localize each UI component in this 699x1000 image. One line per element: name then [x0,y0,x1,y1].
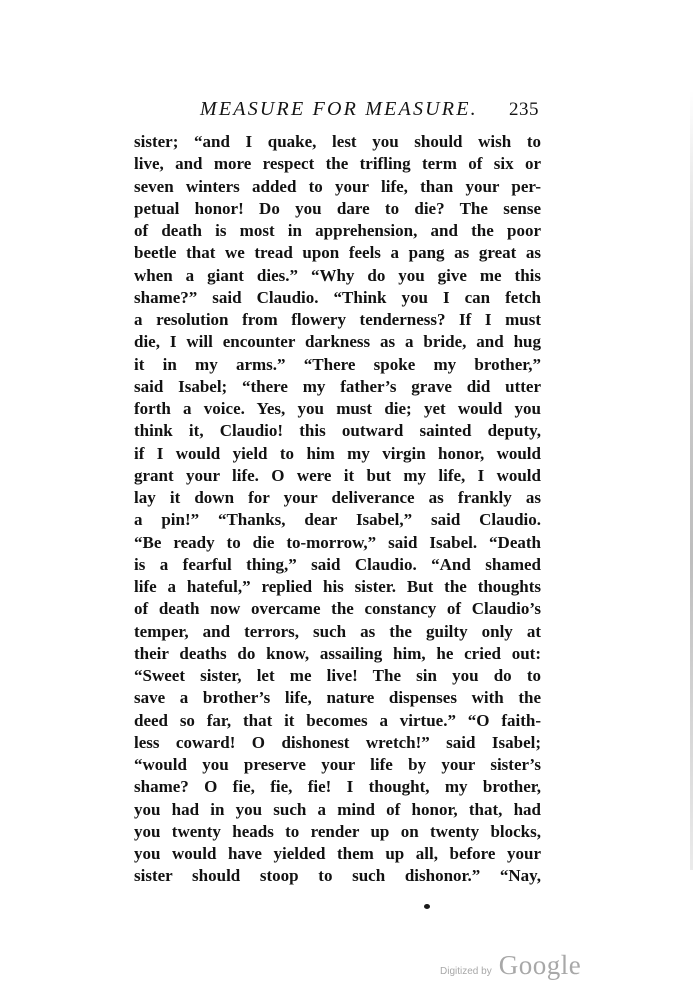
text-line: if I would yield to him my virgin honor, would [134,443,541,463]
scan-page-edge [690,90,693,870]
text-line: when a giant dies.” “Why do you give me this [134,265,541,285]
text-line: you twenty heads to render up on twenty blocks, [134,821,541,841]
text-line: deed so far, that it becomes a virtue.” “O faith- [134,710,541,730]
text-line: save a brother’s life, nature dispenses with the [134,688,541,708]
text-line: think it, Claudio! this outward sainted deputy, [134,421,541,441]
digitized-by-watermark [440,950,581,980]
text-line: die, I will encounter darkness as a bride, and hug [134,332,541,352]
text-line: a pin!” “Thanks, dear Isabel,” said Claudio. [134,510,541,530]
text-line: life a hateful,” replied his sister. But the thoughts [134,577,541,596]
text-line: you would have yielded them up all, before your [134,844,541,863]
text-line: of death is most in apprehension, and the poor [134,221,541,240]
text-line: “would you preserve your life by your sister’s [134,755,541,774]
text-line: temper, and terrors, such as the guilty only at [134,621,541,641]
text-line: their deaths do know, assailing him, he cried out: [134,643,541,663]
text-line: shame? O fie, fie, fie! I thought, my brother, [134,777,541,797]
text-line: said Isabel; “there my father’s grave did utter [134,376,541,396]
text-line: beetle that we tread upon feels a pang as great as [134,243,541,263]
text-line: shame?” said Claudio. “Think you I can fetch [134,287,541,307]
text-line: sister; “and I quake, lest you should wish to [134,132,541,151]
text-line: less coward! O dishonest wretch!” said Isabel; [134,732,541,752]
running-title: MEASURE FOR MEASURE. [200,98,478,120]
text-line: “Sweet sister, let me live! The sin you do to [134,666,541,685]
watermark-prefix: Digitized by [440,966,492,977]
text-line: live, and more respect the trifling term of six or [134,154,541,174]
text-line: you had in you such a mind of honor, that, had [134,799,541,819]
text-line: grant your life. O were it but my life, I would [134,465,541,485]
text-line: is a fearful thing,” said Claudio. “And shamed [134,554,541,574]
running-head [200,98,540,124]
ink-dot [424,904,430,909]
text-line: forth a voice. Yes, you must die; yet would you [134,399,541,418]
text-line: a resolution from flowery tenderness? If I must [134,310,541,329]
text-line: of death now overcame the constancy of Claudio’s [134,599,541,619]
body-text [134,131,541,888]
page-number: 235 [509,99,539,120]
text-line: petual honor! Do you dare to die? The sense [134,198,541,218]
text-line: it in my arms.” “There spoke my brother,” [134,354,541,374]
text-line: “Be ready to die to-morrow,” said Isabel. “Death [134,532,541,552]
text-line: seven winters added to your life, than your per- [134,176,541,196]
google-logo: Google [498,950,582,980]
text-line: lay it down for your deliverance as frankly as [134,488,541,507]
text-line: sister should stoop to such dishonor.” “Nay, [134,866,541,886]
